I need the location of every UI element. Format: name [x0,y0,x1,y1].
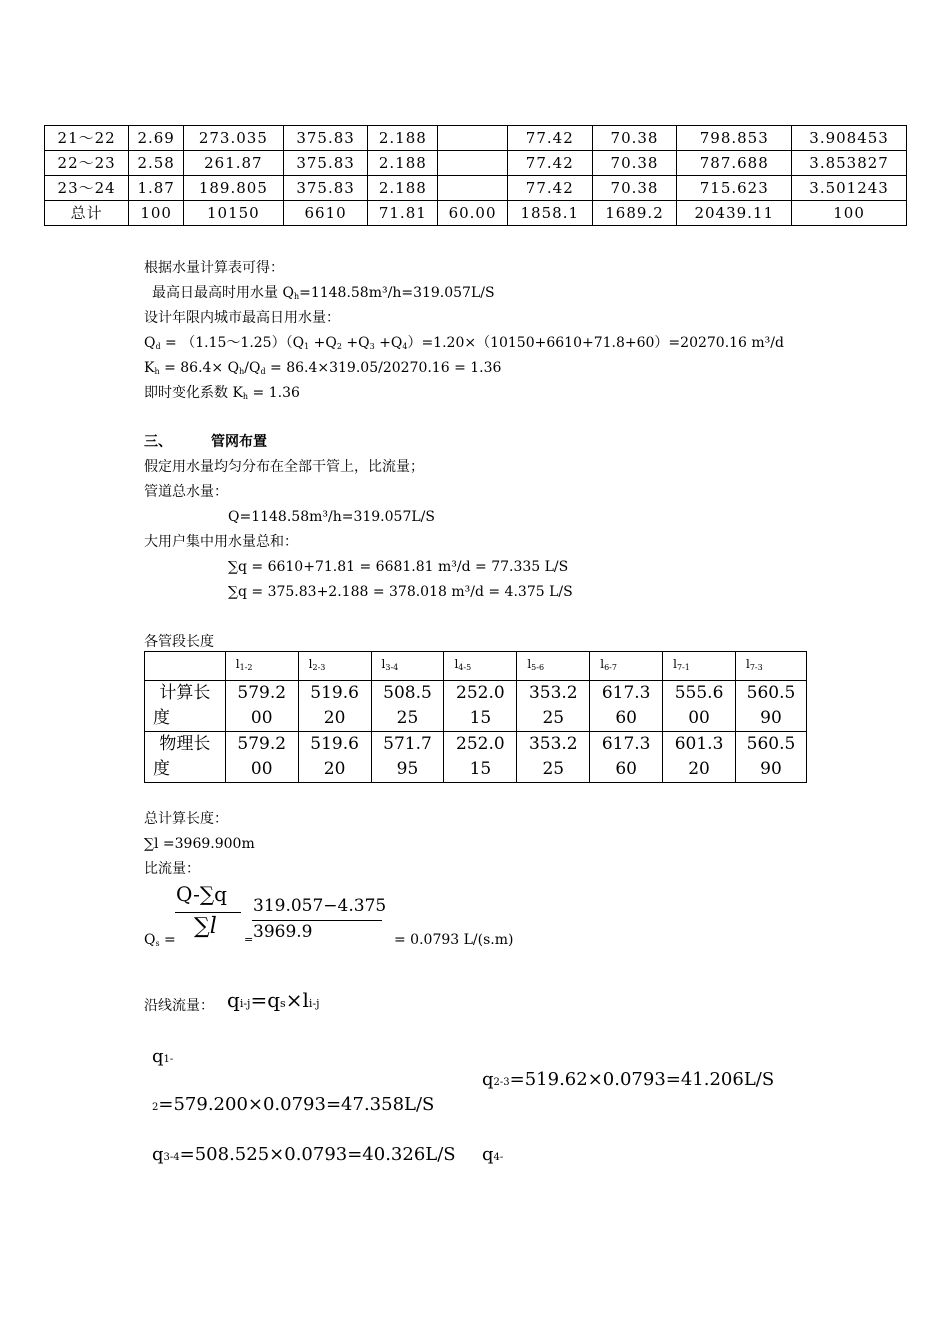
table-cell [225,732,298,783]
q12-line1 [152,1046,173,1067]
cell-line: 95 [396,759,419,779]
expr-part: q [227,988,240,1012]
pipe-length-table [144,651,807,783]
header-cell [371,652,444,681]
cell-line: 560.5 [746,734,796,754]
qd-sub: 1 [304,342,310,351]
header-base: l [527,657,532,671]
table-cell: 1.87 [129,176,184,201]
table-cell [225,681,298,732]
cell-line: 579.2 [237,734,287,754]
table-cell: 77.42 [507,151,592,176]
table-cell: 总计 [45,201,129,226]
cell-line: 353.2 [528,683,578,703]
cell-line: 90 [760,708,782,728]
table-cell [517,681,590,732]
cell-line: 60 [615,708,637,728]
header-cell [517,652,590,681]
kh-conclusion [144,381,300,409]
table-cell [298,681,371,732]
header-cell [145,652,226,681]
header-sub: 7-3 [749,663,763,672]
cell-line: 252.0 [456,683,505,703]
expr-sub: i-j [239,997,251,1010]
formula-numerator-symbolic: Q-∑q [176,882,227,906]
formula-fraction-bar-values [252,920,382,921]
table-cell: 2.58 [129,151,184,176]
table-cell: 77.42 [507,176,592,201]
total-length-value: ∑l =3969.900m [144,836,255,852]
alongline-label: 沿线流量： [144,998,214,1014]
header-base: l [673,657,677,671]
expr-part: =q [250,988,281,1012]
table-row-physical-length [145,732,807,783]
qs-eq: = [159,932,176,948]
table-cell: 715.623 [677,176,792,201]
kh-text: K [144,360,155,376]
total-water-label: 管道总水量： [144,484,228,500]
cell-line: 579.2 [237,683,287,703]
q23-sub: 2-3 [493,1077,510,1088]
qd-sub: 4 [402,342,408,351]
q23-value: =519.62×0.0793=41.206L/S [509,1069,775,1090]
header-base: l [746,657,750,671]
qd-text: +Q [341,335,370,351]
expr-sub: s [280,997,286,1010]
lengths-caption: 各管段长度 [144,634,214,650]
table-cell: 375.83 [283,126,368,151]
header-sub: 5-6 [531,663,545,672]
cell-line: 15 [469,708,492,728]
header-sub: 7-1 [676,663,690,672]
qs-base: Q [144,932,156,948]
table-cell: 2.69 [129,126,184,151]
table-cell [438,126,508,151]
q12-sub: 1- [163,1054,174,1065]
table-cell [371,732,444,783]
header-cell [736,652,807,681]
alongline-expr [227,988,320,1012]
kh-formula [144,356,501,384]
table-cell [590,681,663,732]
q12-line2 [152,1094,434,1115]
table-cell [298,732,371,783]
table-cell [663,681,736,732]
header-cell [225,652,298,681]
table-cell [590,732,663,783]
table-cell [444,681,517,732]
row-label-line: 物理长 [159,734,211,754]
total-water-value: Q=1148.58m³/h=319.057L/S [228,509,435,525]
cell-line: 25 [542,708,565,728]
design-year-label: 设计年限内城市最高日用水量： [144,310,340,326]
table-cell: 798.853 [677,126,792,151]
cell-line: 20 [323,708,346,728]
header-cell [663,652,736,681]
water-table [44,125,907,226]
cell-line: 15 [469,759,492,779]
cell-line: 00 [250,759,273,779]
header-base: l [454,657,459,671]
table-cell [438,176,508,201]
row-label-line: 度 [153,708,170,728]
q12-value: =579.200×0.0793=47.358L/S [158,1094,435,1115]
q34-base: q [152,1144,164,1165]
header-cell [444,652,517,681]
kh-sub: h [239,367,245,376]
table-cell: 1689.2 [592,201,677,226]
table-cell: 70.38 [592,176,677,201]
table-cell [663,732,736,783]
q45-line [482,1144,503,1165]
header-sub: 6-7 [604,663,617,672]
table-cell: 77.42 [507,126,592,151]
qd-text: = （1.15～1.25）（Q [160,335,305,351]
table-cell: 273.035 [184,126,284,151]
qh-value: =1148.58m³/h=319.057L/S [299,285,495,301]
qd-sub: 3 [369,342,375,351]
cell-line: 519.6 [310,683,359,703]
table-row [45,126,907,151]
qd-formula [144,331,784,359]
expr-sub: i-j [308,997,320,1010]
kh-sub: d [260,367,266,376]
table-cell: 2.188 [368,176,438,201]
q34-sub: 3-4 [163,1152,180,1163]
table-row-total [45,201,907,226]
qd-text: +Q [309,335,337,351]
expr-part: ×l [285,988,309,1012]
cell-line: 25 [396,708,419,728]
table-cell [438,151,508,176]
kh-conc-text: = 1.36 [248,385,300,401]
header-sub: 4-5 [458,663,472,672]
table-cell [371,681,444,732]
sum-q-2: ∑q = 375.83+2.188 = 378.018 m³/d = 4.375 L/S [228,584,573,600]
cell-line: 571.7 [383,734,432,754]
specific-flow-label: 比流量： [144,861,200,877]
table-cell: 10150 [184,201,284,226]
q12-base: q [152,1046,164,1067]
cell-line: 519.6 [310,734,359,754]
table-row [45,151,907,176]
kh-text: /Q [244,360,261,376]
section-title: 管网布置 [211,434,267,450]
header-cell [590,652,663,681]
total-length-label: 总计算长度： [144,811,228,827]
header-sub: 2-3 [312,663,326,672]
cell-line: 555.6 [674,683,724,703]
large-user-label: 大用户集中用水量总和： [144,534,298,550]
table-cell: 787.688 [677,151,792,176]
table-cell: 22～23 [45,151,129,176]
cell-line: 508.5 [383,683,432,703]
cell-line: 00 [688,708,710,728]
table-cell: 6610 [283,201,368,226]
cell-line: 560.5 [746,683,796,703]
formula-denominator: 3969.9 [253,922,313,942]
formula-numerator: 319.057−4.375 [253,896,387,916]
table-cell: 1858.1 [507,201,592,226]
table-cell: 3.853827 [792,151,907,176]
section-number: 三、 [144,434,172,450]
table-row-calc-length [145,681,807,732]
qh-line [152,281,495,309]
qd-text: ）=1.20×（10150+6610+71.8+60）=20270.16 m³/d [407,335,784,351]
q23-base: q [482,1069,494,1090]
cell-line: 353.2 [528,734,578,754]
sum-q-1: ∑q = 6610+71.81 = 6681.81 m³/d = 77.335 L/S [228,559,569,575]
table-cell: 375.83 [283,176,368,201]
q23-line [482,1069,774,1090]
kh-text: = 86.4× Q [159,360,240,376]
qd-text: +Q [374,335,403,351]
table-cell: 70.38 [592,126,677,151]
cell-line: 60 [615,759,637,779]
cell-line: 20 [688,759,710,779]
qd-sub: d [155,342,161,351]
row-label-line: 度 [153,759,170,779]
q34-value: =508.525×0.0793=40.326L/S [179,1144,456,1165]
formula-result: = 0.0793 L/(s.m) [394,932,514,948]
table-cell: 23～24 [45,176,129,201]
qs-label [144,928,176,956]
cell-line: 252.0 [456,734,505,754]
cell-line: 601.3 [674,734,724,754]
table-cell: 71.81 [368,201,438,226]
qh-label: 最高日最高时用水量 Q [152,285,294,301]
table-cell: 20439.11 [677,201,792,226]
cell-line: 00 [250,708,273,728]
qd-lhs: Q [144,335,156,351]
row-label [145,681,226,732]
q45-sub: 4- [493,1152,504,1163]
header-cell [298,652,371,681]
cell-line: 90 [760,759,782,779]
table-cell [444,732,517,783]
table-cell: 2.188 [368,151,438,176]
table-cell [736,732,807,783]
header-sub: 1-2 [239,663,253,672]
q12-sub: 2 [152,1102,159,1113]
qd-sub: 2 [336,342,342,351]
qh-sub: h [293,292,300,301]
cell-line: 20 [323,759,346,779]
table-cell: 2.188 [368,126,438,151]
header-base: l [235,657,240,671]
calc-intro: 根据水量计算表可得： [144,260,284,276]
kh-text: = 86.4×319.05/20270.16 = 1.36 [265,360,502,376]
table-cell: 3.501243 [792,176,907,201]
table-cell: 261.87 [184,151,284,176]
header-base: l [308,657,313,671]
table-cell [517,732,590,783]
cell-line: 25 [542,759,565,779]
table-header-row [145,652,807,681]
table-cell: 100 [792,201,907,226]
qs-sub: s [155,939,160,948]
table-row [45,176,907,201]
table-cell: 60.00 [438,201,508,226]
table-cell: 3.908453 [792,126,907,151]
header-base: l [381,657,386,671]
formula-denominator-symbolic: ∑l [194,914,217,939]
table-cell: 70.38 [592,151,677,176]
row-label [145,732,226,783]
q45-base: q [482,1144,494,1165]
table-cell [736,681,807,732]
kh-conc-text: 即时变化系数 K [144,385,243,401]
kh-sub: h [154,367,160,376]
table-cell: 375.83 [283,151,368,176]
header-sub: 3-4 [385,663,399,672]
row-label-line: 计算长 [159,683,211,703]
table-cell: 21～22 [45,126,129,151]
cell-line: 617.3 [601,683,651,703]
formula-fraction-bar [175,912,241,913]
table-cell: 189.805 [184,176,284,201]
q34-line [152,1144,456,1165]
formula-eq-small: = [244,933,254,946]
header-base: l [600,657,605,671]
table-cell: 100 [129,201,184,226]
assume-text: 假定用水量均匀分布在全部干管上，比流量； [144,459,424,475]
cell-line: 617.3 [601,734,651,754]
kh-conc-sub: h [242,392,249,401]
